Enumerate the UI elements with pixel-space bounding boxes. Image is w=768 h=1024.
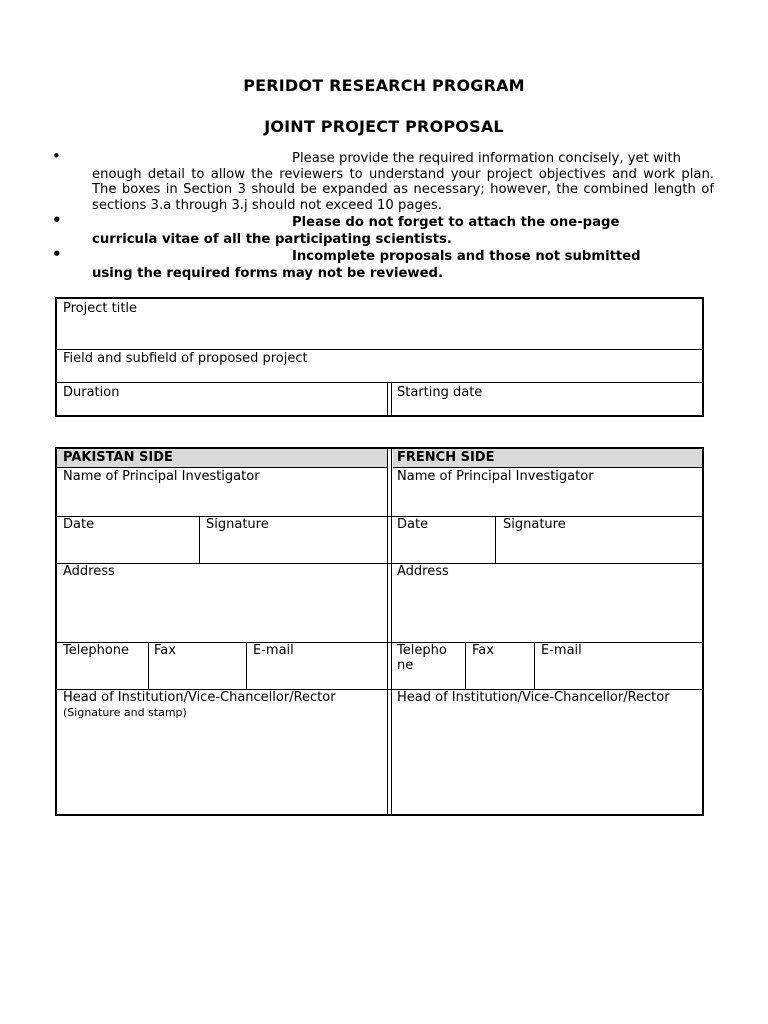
pk-stamp-note: (Signature and stamp) xyxy=(63,706,187,719)
instruction-text: Please do not forget to attach the one-page xyxy=(292,215,620,231)
fr-date-label: Date xyxy=(397,517,429,532)
instruction-text: using the required forms may not be reviewed. xyxy=(92,266,443,282)
bullet-icon: • xyxy=(52,245,62,264)
pk-pi-label: Name of Principal Investigator xyxy=(63,469,260,484)
duration-label: Duration xyxy=(63,385,120,400)
program-title: PERIDOT RESEARCH PROGRAM xyxy=(243,76,525,95)
instruction-text: Please provide the required information concisely, yet with xyxy=(292,151,681,166)
project-info-table xyxy=(55,297,704,417)
pk-signature-label: Signature xyxy=(206,517,269,532)
instruction-item xyxy=(50,211,714,248)
form-title: JOINT PROJECT PROPOSAL xyxy=(264,117,504,136)
fr-head-label: Head of Institution/Vice-Chancellor/Rector xyxy=(397,690,670,705)
instruction-text: Incomplete proposals and those not submitted xyxy=(292,249,641,265)
fr-pi-label: Name of Principal Investigator xyxy=(397,469,594,484)
starting-date-label: Starting date xyxy=(397,385,483,400)
pk-head-label: Head of Institution/Vice-Chancellor/Rector xyxy=(63,690,336,705)
pk-address-label: Address xyxy=(63,564,115,579)
pk-fax-label: Fax xyxy=(154,643,176,658)
fr-email-label: E-mail xyxy=(541,643,582,658)
field-label: Field and subfield of proposed project xyxy=(63,351,308,366)
instruction-item xyxy=(50,147,714,213)
fr-address-label: Address xyxy=(397,564,449,579)
pk-email-label: E-mail xyxy=(253,643,294,658)
investigators-table xyxy=(55,447,704,816)
pk-date-label: Date xyxy=(63,517,95,532)
french-side-header: FRENCH SIDE xyxy=(397,450,495,465)
bullet-icon: • xyxy=(52,147,61,165)
fr-signature-label: Signature xyxy=(503,517,566,532)
instructions-list xyxy=(50,147,714,282)
instruction-text: curricula vitae of all the participating scientists. xyxy=(92,232,452,248)
project-title-label: Project title xyxy=(63,301,138,316)
bullet-icon: • xyxy=(52,211,62,230)
fr-fax-label: Fax xyxy=(472,643,494,658)
pk-telephone-label: Telephone xyxy=(63,643,130,658)
instruction-text: enough detail to allow the reviewers to understand your project objectives and work plan. The boxes in Section 3 should be expanded as necessary; however, the combined length of sections 3.a through 3.j should not exceed 10 pages. xyxy=(92,166,714,213)
pakistan-side-header: PAKISTAN SIDE xyxy=(63,450,173,465)
fr-telephone-label: Telepho ne xyxy=(397,643,447,673)
instruction-item xyxy=(50,245,714,282)
